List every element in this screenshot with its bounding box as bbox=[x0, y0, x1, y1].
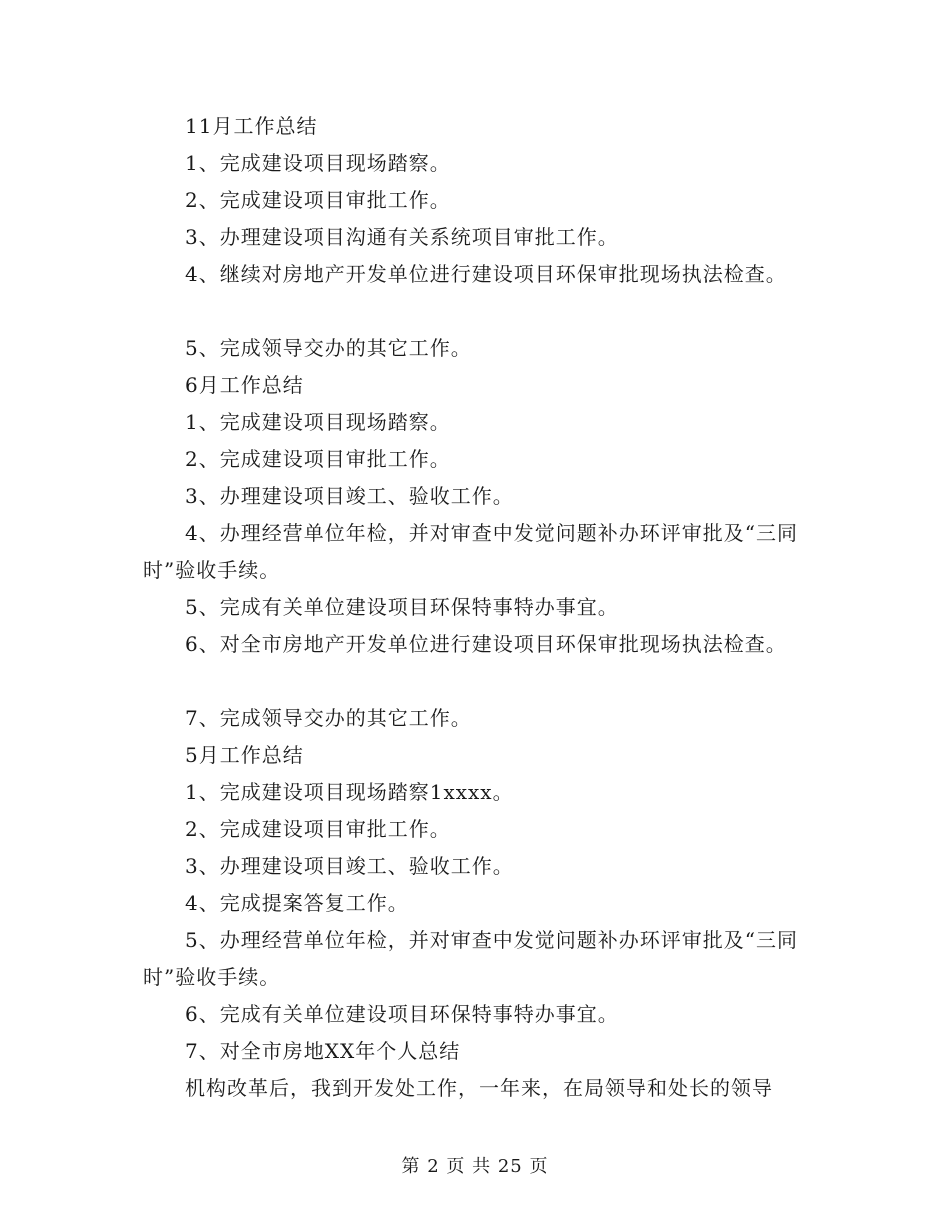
paragraph: 5月工作总结 bbox=[185, 743, 304, 767]
paragraph: 1、完成建设项目现场踏察。 bbox=[185, 151, 451, 175]
page-footer bbox=[0, 1152, 950, 1178]
paragraph: 7、对全市房地XX年个人总结 bbox=[185, 1039, 461, 1063]
paragraph: 4、办理经营单位年检，并对审查中发觉问题补办环评审批及“三同时”验收手续。 bbox=[143, 521, 798, 582]
paragraph: 1、完成建设项目现场踏察。 bbox=[185, 410, 451, 434]
paragraph: 2、完成建设项目审批工作。 bbox=[185, 188, 451, 212]
document-body bbox=[143, 108, 813, 1107]
paragraph: 7、完成领导交办的其它工作。 bbox=[185, 706, 472, 730]
paragraph: 11月工作总结 bbox=[185, 114, 318, 138]
paragraph: 5、完成有关单位建设项目环保特事特办事宜。 bbox=[185, 595, 619, 619]
paragraph: 3、办理建设项目沟通有关系统项目审批工作。 bbox=[185, 225, 619, 249]
paragraph: 4、完成提案答复工作。 bbox=[185, 891, 409, 915]
paragraph: 6、对全市房地产开发单位进行建设项目环保审批现场执法检查。 bbox=[185, 632, 787, 656]
paragraph: 5、办理经营单位年检，并对审查中发觉问题补办环评审批及“三同时”验收手续。 bbox=[143, 928, 798, 989]
paragraph: 3、办理建设项目竣工、验收工作。 bbox=[185, 854, 514, 878]
paragraph: 6、完成有关单位建设项目环保特事特办事宜。 bbox=[185, 1002, 619, 1026]
paragraph: 5、完成领导交办的其它工作。 bbox=[185, 336, 472, 360]
paragraph: 3、办理建设项目竣工、验收工作。 bbox=[185, 484, 514, 508]
paragraph: 机构改革后，我到开发处工作，一年来，在局领导和处长的领导 bbox=[185, 1076, 773, 1100]
paragraph: 2、完成建设项目审批工作。 bbox=[185, 817, 451, 841]
page-number-label: 第 2 页 共 25 页 bbox=[401, 1156, 549, 1177]
paragraph: 4、继续对房地产开发单位进行建设项目环保审批现场执法检查。 bbox=[185, 262, 787, 286]
paragraph: 2、完成建设项目审批工作。 bbox=[185, 447, 451, 471]
paragraph: 1、完成建设项目现场踏察1xxxx。 bbox=[185, 780, 514, 804]
paragraph: 6月工作总结 bbox=[185, 373, 304, 397]
